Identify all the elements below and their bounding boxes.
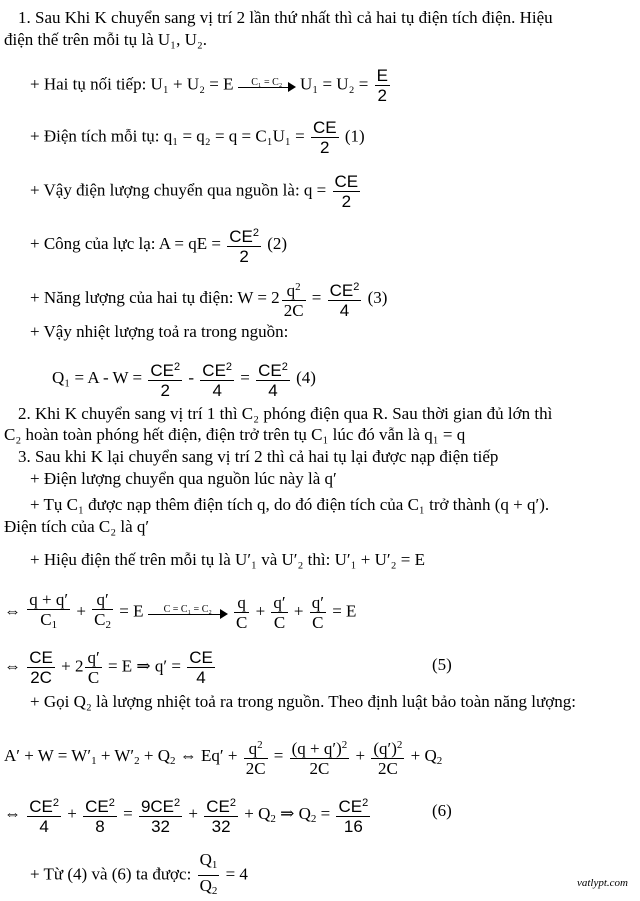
eq-heat-q1: Q₁ = A - W = $\frac{CE^2}{2}$ - $\frac{CE^2}{4}$ = $\frac{CE^2}{4}$ (4): [52, 358, 316, 400]
bullet-ratio: + Từ (4) và (6) ta được: $\frac{Q_1}{Q_2}$ = 4: [30, 850, 248, 897]
para2-line2: C₂ hoàn toàn phóng hết điện, điện trở trên tụ C₁ lúc đó vẫn là q₁ = q: [4, 425, 466, 444]
bullet-c2-charge: Điện tích của C₂ là q′: [4, 517, 150, 536]
eq-equivalence-1: ⇔ $\frac{q + q'}{C_1}$ + $\frac{q'}{C_2}$ = E C = C₁ = C₂ $\frac{q}{C}$ + $\frac{q'}{C}$ + $\frac{q'}{C}$ = E: [4, 590, 357, 632]
arrow-c1-c2: C₁ = C₂: [238, 76, 296, 96]
eq-label-5: (5): [432, 655, 452, 674]
bullet-work: + Công của lực lạ: A = qE = $\frac{CE^2}{2}$ (2): [30, 224, 287, 266]
bullet-heat: + Vậy nhiệt lượng toả ra trong nguồn:: [30, 322, 289, 341]
bullet-energy: + Năng lượng của hai tụ điện: W = 2 $\frac{q^2}{2C}$ = $\frac{CE^2}{4}$ (3): [30, 278, 387, 320]
bullet-voltages: + Hiệu điện thế trên mỗi tụ là U′₁ và U′₂ thì: U′₁ + U′₂ = E: [30, 550, 426, 569]
bullet-c1-charge: + Tụ C₁ được nạp thêm điện tích q, do đó điện tích của C₁ trở thành (q + q′).: [30, 495, 550, 514]
para2-line1: 2. Khi K chuyển sang vị trí 1 thì C₂ phóng điện qua R. Sau thời gian đủ lớn thì: [18, 404, 553, 423]
eq-equivalence-2: ⇔ $\frac{CE}{2C}$ + 2 $\frac{q'}{C}$ = E ⇒ q′ = $\frac{CE}{4}$: [4, 648, 213, 687]
eq-energy-balance: $A' + W = W'_1 + W'_2 + Q_2$ ⇔ Eq′ + $\frac{q^2}{2C}$ = $\frac{(q + q')^2}{2C}$ + $\frac{(q')^2}{2C}$ + $Q_2$: [4, 736, 442, 778]
footer-watermark: vatlypt.com: [576, 877, 628, 889]
bullet-energy-conservation: + Gọi Q₂ là lượng nhiệt toả ra trong nguồn. Theo định luật bảo toàn năng lượng:: [30, 692, 576, 711]
eq-heat-q2: ⇔ $\frac{CE^2}{4}$ + $\frac{CE^2}{8}$ = $\frac{9CE^2}{32}$ + $\frac{CE^2}{32}$ + $Q_2$ ⇒ $Q_2$ = $\frac{CE^2}{16}$: [4, 794, 372, 836]
bullet-quantity: + Vậy điện lượng chuyển qua nguồn là: q = $\frac{CE}{2}$: [30, 172, 359, 211]
bullet-charge: + Điện tích mỗi tụ: q₁ = q₂ = q = C₁U₁ = $\frac{CE}{2}$ (1): [30, 118, 365, 157]
arrow-c-equal: C = C₁ = C₂: [148, 603, 228, 623]
para3-line1: 3. Sau khi K lại chuyển sang vị trí 2 thì cả hai tụ lại được nạp điện tiếp: [18, 447, 499, 466]
eq-label-6: (6): [432, 801, 452, 820]
bullet-new-quantity: + Điện lượng chuyển qua nguồn lúc này là q′: [30, 469, 337, 488]
para1-line1: 1. Sau Khi K chuyển sang vị trí 2 lần thứ nhất thì cả hai tụ điện tích điện. Hiệu: [18, 8, 553, 27]
para1-line2: điện thế trên mỗi tụ là U₁, U₂.: [4, 30, 208, 49]
bullet-series: + Hai tụ nối tiếp: U₁ + U₂ = E C₁ = C₂ U₁ = U₂ = $\frac{E}{2}$: [30, 66, 388, 105]
